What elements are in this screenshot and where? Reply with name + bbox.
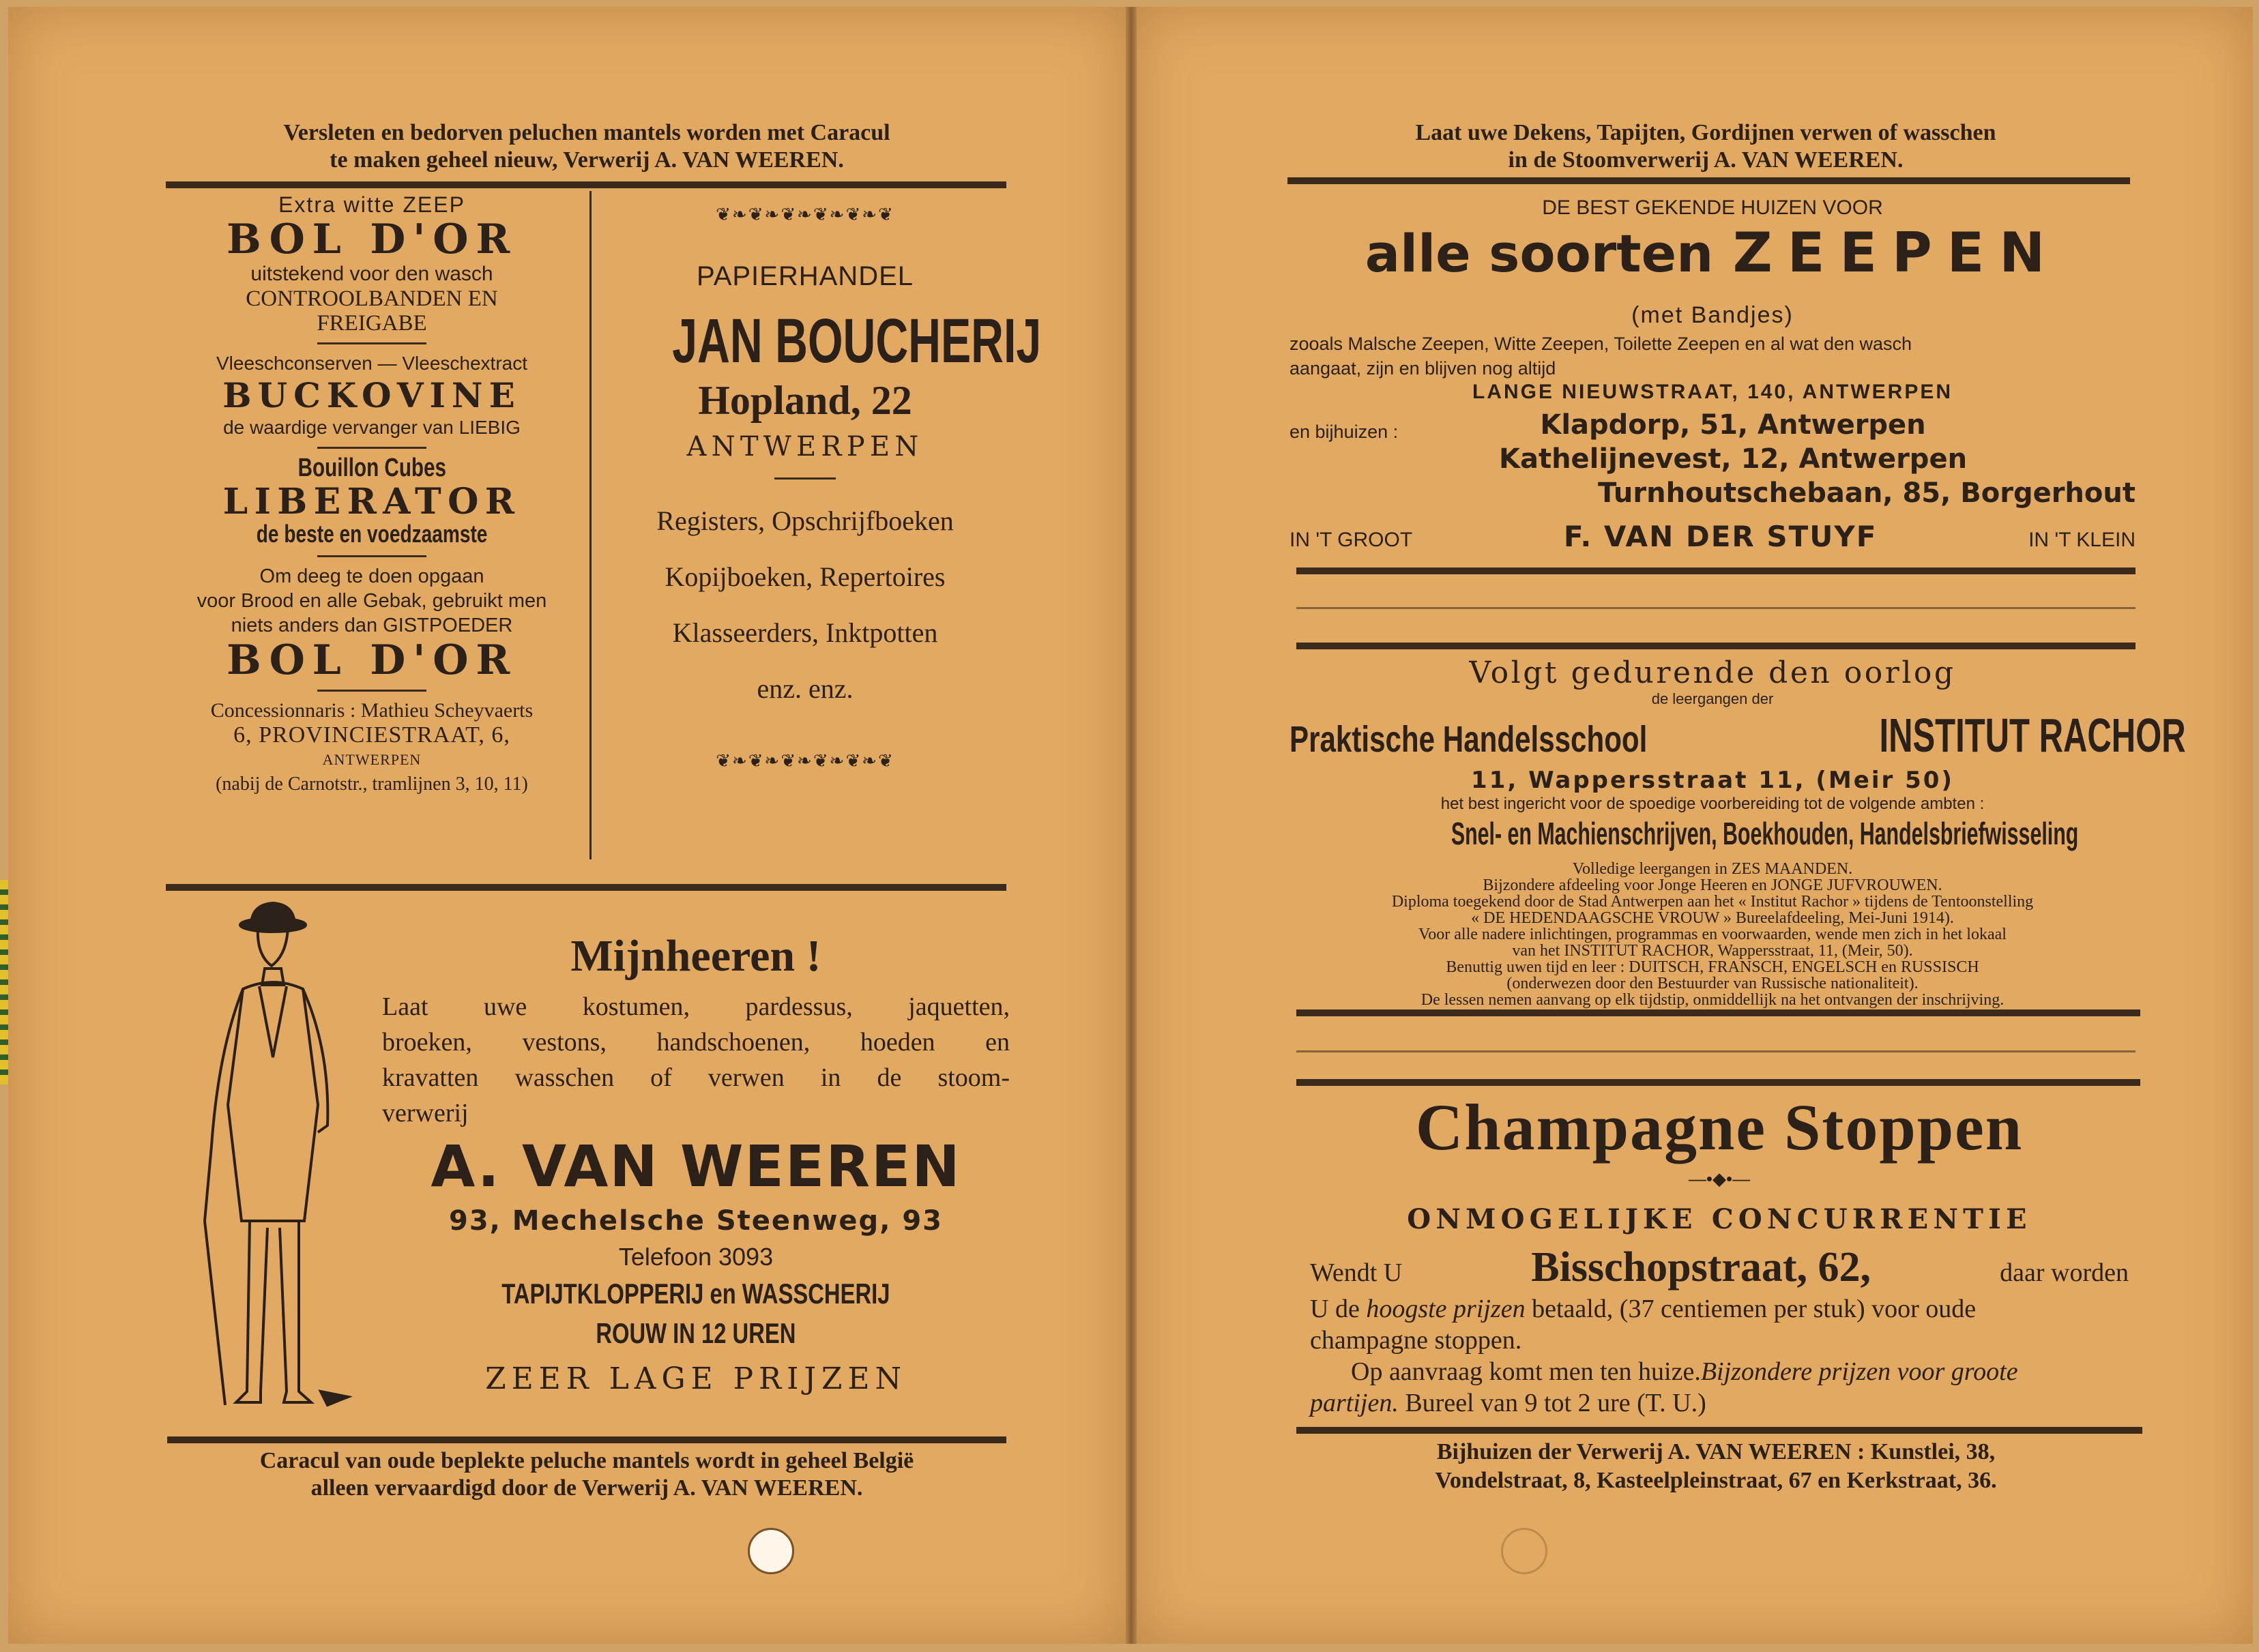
van-weeren-body-line: kravatten wasschen of verwen in de stoom-	[382, 1063, 1010, 1092]
soap-branches-label: en bijhuizen :	[1289, 422, 1399, 442]
papierhandel-city: ANTWERPEN	[686, 431, 924, 462]
divider	[317, 690, 426, 692]
faint-rule	[1296, 607, 2136, 609]
soap-desc-2: aangaat, zijn en blijven nog altijd	[1289, 358, 1556, 379]
school-line: Voor alle nadere inlichtingen, programmas en voorwaarden, wende men zich in het lokaal	[1418, 926, 2007, 943]
champagne-street: Bisschopstraat, 62,	[1531, 1244, 1871, 1290]
champagne-ad	[1296, 1090, 2142, 1419]
school-line: De lessen nemen aanvang op elk tijdstip, onmiddellijk na het ontvangen der inschrijving.	[1420, 991, 2005, 1009]
soap-ad	[1289, 194, 2136, 553]
liberator-desc: de beste en voedzaamste	[256, 520, 488, 548]
champagne-line2a: U de	[1310, 1295, 1367, 1323]
boldor-desc-2b: FREIGABE	[317, 311, 427, 336]
left-bottom-rule	[167, 1436, 1006, 1443]
van-weeren-address: 93, Mechelsche Steenweg, 93	[449, 1205, 943, 1237]
punch-hole-left	[748, 1528, 794, 1574]
yeast-line-1: Om deeg te doen opgaan	[259, 565, 484, 587]
van-weeren-body-line: verwerij	[382, 1099, 469, 1127]
van-weeren-headline: Mijnheeren !	[570, 931, 821, 981]
champagne-daar: daar worden	[2000, 1258, 2129, 1287]
champagne-sub: ONMOGELIJKE CONCURRENTIE	[1407, 1203, 2032, 1235]
champagne-line5a: partijen.	[1310, 1389, 1399, 1417]
champagne-top-rule	[1296, 1079, 2140, 1086]
soap-owner: F. VAN DER STUYF	[1563, 520, 1878, 553]
school-subjects: Snel- en Machienschrijven, Boekhouden, Handelsbriefwisseling	[1451, 816, 2079, 851]
yeast-line-2: voor Brood en alle Gebak, gebruikt men	[196, 590, 547, 612]
divider	[317, 342, 426, 344]
papierhandel-ad	[600, 198, 1042, 778]
yeast-line-3: niets anders dan GISTPOEDER	[231, 615, 513, 636]
soap-right-tag: IN 'T KLEIN	[2028, 529, 2136, 551]
binding-gutter	[1126, 7, 1137, 1644]
left-bottom-notice	[164, 1447, 1010, 1502]
champagne-headline: Champagne Stoppen	[1415, 1091, 2024, 1164]
buckovine-line: Vleeschconserven — Vleeschextract	[216, 353, 527, 374]
van-weeren-body-line: broeken, vestons, handschoenen, hoeden en	[382, 1028, 1010, 1057]
school-address: 11, Wappersstraat 11, (Meir 50)	[1471, 767, 1954, 794]
papierhandel-item: enz. enz.	[757, 673, 854, 704]
right-bottom-rule	[1296, 1427, 2142, 1434]
punch-hole-right	[1501, 1528, 1547, 1574]
soap-headline-b: ZEEPEN	[1732, 221, 2060, 284]
buckovine-brand: BUCKOVINE	[222, 375, 521, 415]
boldor-brand-1: BOL D'OR	[226, 216, 518, 263]
champagne-line2b: hoogste prijzen	[1366, 1295, 1526, 1323]
left-bottom-notice-line: Caracul van oude beplekte peluche mantels wordt in geheel België	[259, 1448, 914, 1473]
left-top-rule	[166, 181, 1006, 188]
bouillon-cubes: Bouillon Cubes	[297, 454, 446, 482]
boldor-ad	[164, 192, 580, 797]
right-bottom-notice-line: Bijhuizen der Verwerij A. VAN WEEREN : Kunstlei, 38,	[1436, 1439, 1996, 1464]
school-headline: Volgt gedurende den oorlog	[1469, 655, 1956, 690]
boldor-brand-2: BOL D'OR	[226, 636, 518, 684]
soap-main-address: LANGE NIEUWSTRAAT, 140, ANTWERPEN	[1472, 381, 1953, 403]
right-top-notice	[1283, 119, 2129, 174]
right-top-rule	[1287, 177, 2130, 184]
gentleman-illustration	[184, 900, 362, 1419]
school-line: « DE HEDENDAAGSCHE VROUW » Bureelafdeeling, Mei-Juni 1914).	[1471, 909, 1954, 927]
left-top-notice-line: Versleten en bedorven peluchen mantels worden met Caracul	[283, 120, 890, 145]
school-line: van het INSTITUT RACHOR, Wappersstraat, 11, (Meir, 50).	[1512, 942, 1913, 960]
left-top-notice-line: te maken geheel nieuw, Verwerij A. VAN WEEREN.	[330, 147, 844, 173]
boldor-intro: Extra witte ZEEP	[278, 192, 465, 217]
divider	[774, 477, 836, 480]
school-bottom-rule	[1296, 1009, 2140, 1016]
soap-branch-2: Kathelijnevest, 12, Antwerpen	[1498, 443, 1968, 475]
champagne-ornament: —•◆•—	[1688, 1168, 1751, 1189]
school-line: (onderwezen door den Bestuurder van Russische nationaliteit).	[1506, 975, 1919, 992]
left-middle-rule	[166, 884, 1006, 891]
soap-branch-1: Klapdorp, 51, Antwerpen	[1540, 409, 1926, 441]
school-line: Diploma toegekend door de Stad Antwerpen aan het « Institut Rachor » tijdens de Tentoonstelling	[1391, 893, 2034, 911]
boldor-near: (nabij de Carnotstr., tramlijnen 3, 10, 11)	[216, 773, 528, 795]
papierhandel-street: Hopland, 22	[698, 378, 912, 423]
champagne-line2c: betaald, (37 centiemen per stuk) voor oude	[1525, 1295, 1977, 1323]
school-name-a: Praktische Handelsschool	[1289, 719, 1648, 760]
school-desc: het best ingericht voor de spoedige voorbereiding tot de volgende ambten :	[1440, 795, 1985, 813]
school-line: Bijzondere afdeeling voor Jonge Heeren en JONGE JUFVROUWEN.	[1483, 876, 1942, 894]
school-ad	[1289, 655, 2186, 1009]
papierhandel-item: Kopijboeken, Repertoires	[665, 561, 946, 592]
concessionnaire: Concessionnaris : Mathieu Scheyvaerts	[210, 699, 534, 722]
school-top-rule	[1296, 643, 2136, 649]
van-weeren-service-1: TAPIJTKLOPPERIJ en WASSCHERIJ	[501, 1278, 890, 1310]
champagne-line5b: Bureel van 9 tot 2 ure (T. U.)	[1398, 1389, 1706, 1417]
champagne-line3: champagne stoppen.	[1310, 1326, 1522, 1355]
van-weeren-prices: ZEER LAGE PRIJZEN	[485, 1361, 907, 1396]
ornament-bottom: ❦❧❦❧❦❧❦❧❦❧❦	[716, 751, 894, 771]
right-top-notice-line: Laat uwe Dekens, Tapijten, Gordijnen verwen of wasschen	[1415, 120, 1996, 145]
papierhandel-item: Klasseerders, Inktpotten	[672, 617, 938, 648]
divider	[317, 555, 426, 557]
left-top-notice	[164, 119, 1010, 174]
right-bottom-notice-line: Vondelstraat, 8, Kasteelpleinstraat, 67 en Kerkstraat, 36.	[1435, 1468, 1997, 1493]
soap-headline-a: alle soorten	[1365, 223, 1714, 284]
faint-rule	[1296, 1050, 2136, 1052]
right-bottom-notice	[1293, 1438, 2139, 1495]
boldor-address: 6, PROVINCIESTRAAT, 6,	[233, 722, 510, 748]
boldor-desc-1: uitstekend voor den wasch	[250, 263, 493, 285]
soap-left-tag: IN 'T GROOT	[1289, 529, 1413, 551]
boldor-city: ANTWERPEN	[322, 751, 422, 768]
school-line: Volledige leergangen in ZES MAANDEN.	[1572, 860, 1853, 878]
champagne-line4b: Bijzondere prijzen voor groote	[1700, 1357, 2018, 1386]
van-weeren-service-2: ROUW IN 12 UREN	[596, 1317, 796, 1349]
van-weeren-body-line: Laat uwe kostumen, pardessus, jaquetten,	[382, 992, 1010, 1021]
right-top-notice-line: in de Stoomverwerij A. VAN WEEREN.	[1508, 147, 1904, 173]
papierhandel-title: PAPIERHANDEL	[696, 261, 914, 291]
soap-bottom-rule	[1296, 567, 2136, 574]
divider	[317, 447, 426, 449]
soap-sub: (met Bandjes)	[1631, 302, 1794, 328]
van-weeren-ad	[382, 928, 1010, 1405]
school-line: Benuttig uwen tijd en leer : DUITSCH, FRANSCH, ENGELSCH en RUSSISCH	[1446, 958, 1979, 976]
left-bottom-notice-line: alleen vervaardigd door de Verwerij A. VAN WEEREN.	[310, 1475, 863, 1501]
papierhandel-name: JAN BOUCHERIJ	[672, 306, 1042, 376]
ornament-top: ❦❧❦❧❦❧❦❧❦❧❦	[716, 205, 894, 225]
champagne-line4a: Op aanvraag komt men ten huize.	[1351, 1357, 1701, 1386]
buckovine-desc: de waardige vervanger van LIEBIG	[223, 417, 521, 438]
liberator-brand: LIBERATOR	[222, 481, 521, 522]
van-weeren-phone: Telefoon 3093	[618, 1243, 774, 1271]
boldor-desc-2a: CONTROOLBANDEN EN	[246, 286, 498, 311]
soap-branch-3: Turnhoutschebaan, 85, Borgerhout	[1598, 477, 2136, 509]
school-name-b: INSTITUT RACHOR	[1879, 709, 2186, 762]
school-sub: de leergangen der	[1651, 690, 1774, 707]
papierhandel-item: Registers, Opschrijfboeken	[656, 505, 954, 536]
soap-desc-1: zooals Malsche Zeepen, Witte Zeepen, Toilette Zeepen en al wat den wasch	[1289, 334, 1912, 354]
soap-intro: DE BEST GEKENDE HUIZEN VOOR	[1542, 196, 1883, 219]
left-column-divider	[589, 191, 592, 859]
champagne-wendt: Wendt U	[1310, 1258, 1403, 1287]
van-weeren-name: A. VAN WEEREN	[431, 1133, 961, 1200]
